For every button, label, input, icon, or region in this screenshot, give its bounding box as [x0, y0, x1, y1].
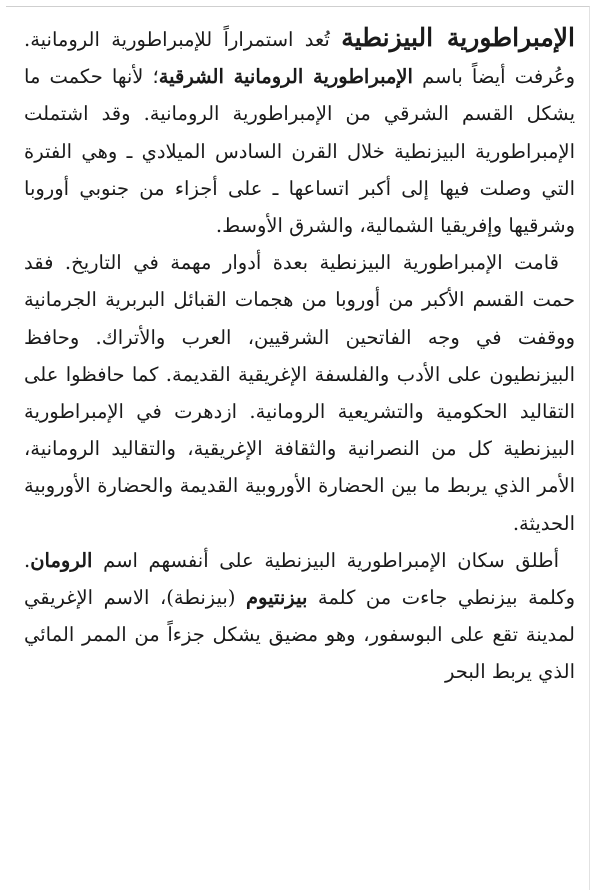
paragraph-3-text-c: (بيزنطة)، الاسم الإغريقي لمدينة تقع على البوسفور، وهو مضيق يشكل جزءاً من الممر المائي الذي يربط البحر	[24, 586, 575, 684]
keyword-eastern-roman-empire: الإمبراطورية الرومانية الشرقية	[158, 65, 413, 89]
keyword-byzantium: بيزنتيوم	[245, 586, 308, 610]
keyword-romans: الرومان	[30, 548, 93, 572]
paragraph-3-text-b: . وكلمة بيزنطي جاءت من كلمة	[24, 548, 575, 610]
paragraph-3	[24, 542, 575, 691]
paragraph-1-text-a: تُعد استمراراً للإمبراطورية الرومانية. وعُرفت أيضاً باسم	[24, 28, 575, 89]
paragraph-3-text-a: أطلق سكان الإمبراطورية البيزنطية على أنفسهم اسم	[92, 548, 559, 572]
paragraph-1-text-b: ؛ لأنها حكمت ما يشكل القسم الشرقي من الإمبراطورية الرومانية. وقد اشتملت الإمبراطورية البيزنطية خلال القرن السادس الميلادي ـ وهي الفترة التي وصلت فيها إلى أكبر اتساعها ـ على أجزاء من جنوبي أوروبا وشرقيها وإفريقيا الشمالية، والشرق الأوسط.	[24, 65, 575, 238]
paragraph-2: قامت الإمبراطورية البيزنطية بعدة أدوار مهمة في التاريخ. فقد حمت القسم الأكبر من أوروبا من هجمات القبائل البربرية الجرمانية ووقفت في وجه الفاتحين الشرقيين، العرب والأتراك. وحافظ البيزنطيون على الأدب والفلسفة الإغريقية القديمة. كما حافظوا على التقاليد الحكومية والتشريعية الرومانية. ازدهرت في الإمبراطورية البيزنطية كل من النصرانية والثقافة الإغريقية، والتقاليد الرومانية، الأمر الذي يربط ما بين الحضارة الأوروبية القديمة والحضارة الأوروبية الحديثة.	[24, 251, 575, 535]
article-body	[24, 19, 575, 691]
document-page	[6, 6, 590, 890]
paragraph-1	[24, 19, 575, 244]
article-headline: الإمبراطورية البيزنطية	[341, 23, 576, 52]
